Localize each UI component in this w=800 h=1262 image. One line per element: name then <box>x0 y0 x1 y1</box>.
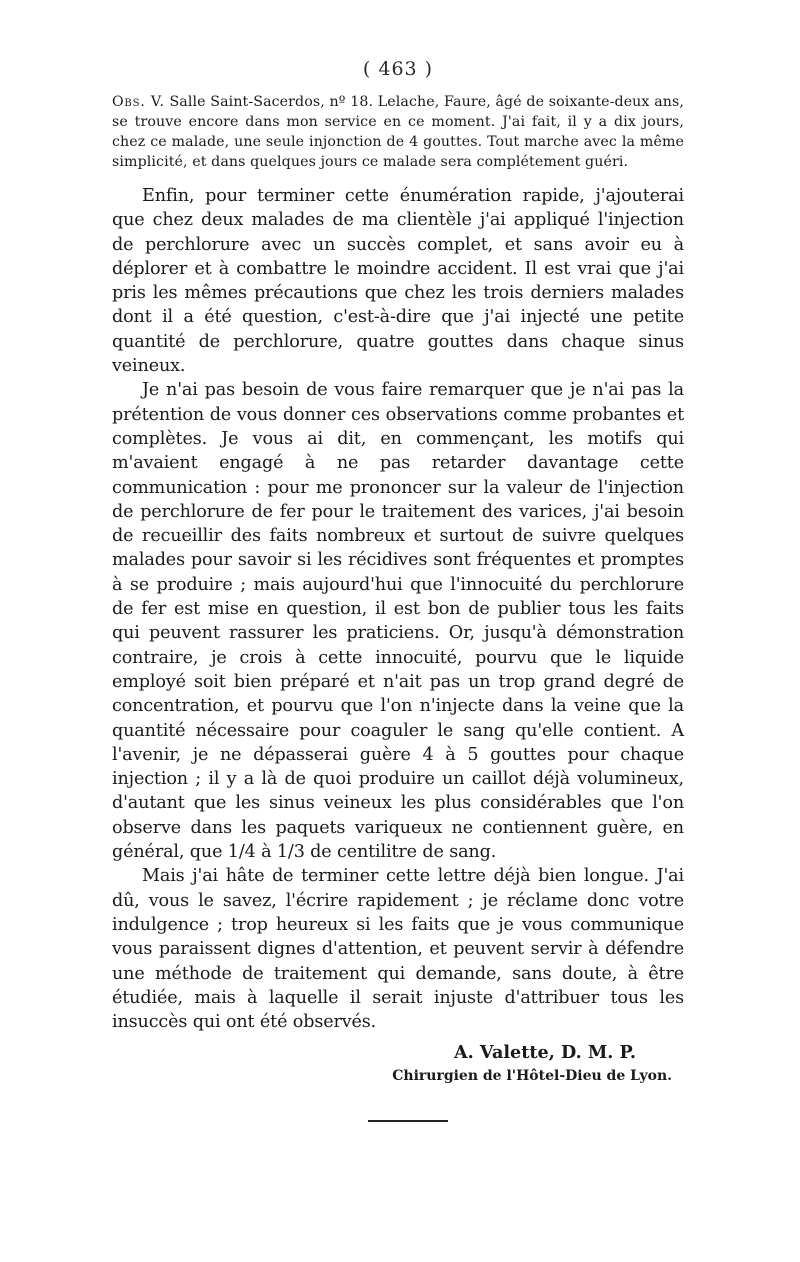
document-page <box>112 58 684 1122</box>
signature-block <box>112 1040 684 1086</box>
body-paragraph-2: Je n'ai pas besoin de vous faire remarquer que je n'ai pas la prétention de vous donner ces observations comme probantes et complètes. Je vous ai dit, en commençant, les motifs qui m'avaient engagé à ne pas retarder davantage cette communication : pour me prononcer sur la valeur de l'injection de perchlorure de fer pour le traitement des varices, j'ai besoin de recueillir des faits nombreux et surtout de suivre quelques malades pour savoir si les récidives sont fréquentes et promptes à se produire ; mais aujourd'hui que l'innocuité du perchlorure de fer est mise en question, il est bon de publier tous les faits qui peuvent rassurer les praticiens. Or, jusqu'à démonstration contraire, je crois à cette innocuité, pourvu que le liquide employé soit bien préparé et n'ait pas un trop grand degré de concentration, et pourvu que l'on n'injecte dans la veine que la quantité nécessaire pour coaguler le sang qu'elle contient. A l'avenir, je ne dépasserai guère 4 à 5 gouttes pour chaque injection ; il y a là de quoi produire un caillot déjà volumineux, d'autant que les sinus veineux les plus considérables que l'on observe dans les paquets variqueux ne contiennent guère, en général, que 1/4 à 1/3 de centilitre de sang. <box>112 380 684 863</box>
body-paragraph-1: Enfin, pour terminer cette énumération rapide, j'ajouterai que chez deux malades de ma clientèle j'ai appliqué l'injection de perchlorure avec un succès complet, et sans avoir eu à déplorer et à combattre le moindre accident. Il est vrai que j'ai pris les mêmes précautions que chez les trois derniers malades dont il a été question, c'est-à-dire que j'ai injecté une petite quantité de perchlorure, quatre gouttes dans chaque sinus veineux. <box>112 186 684 377</box>
end-rule <box>368 1120 448 1122</box>
observation-text: Salle Saint-Sacerdos, nº 18. Lelache, Faure, âgé de soixante-deux ans, se trouve encore dans mon service en ce moment. J'ai fait, il y a dix jours, chez ce malade, une seule injonction de 4 gouttes. Tout marche avec la même simplicité, et dans quelques jours ce malade sera complétement guéri. <box>112 94 684 170</box>
body-paragraph-3: Mais j'ai hâte de terminer cette lettre déjà bien longue. J'ai dû, vous le savez, l'écrire rapidement ; je réclame donc votre indulgence ; trop heureux si les faits que je vous communique vous paraissent dignes d'attention, et peuvent servir à défendre une méthode de traitement qui demande, sans doute, à être étudiée, mais à laquelle il serait injuste d'attribuer tous les insuccès qui ont été observés. <box>112 866 684 1033</box>
observation-paragraph <box>112 92 684 172</box>
signature-name: A. Valette, D. M. P. <box>454 1042 636 1064</box>
observation-label: Obs. V. <box>112 94 165 110</box>
signature-title: Chirurgien de l'Hôtel-Dieu de Lyon. <box>392 1068 672 1085</box>
page-number: ( 463 ) <box>362 58 434 80</box>
